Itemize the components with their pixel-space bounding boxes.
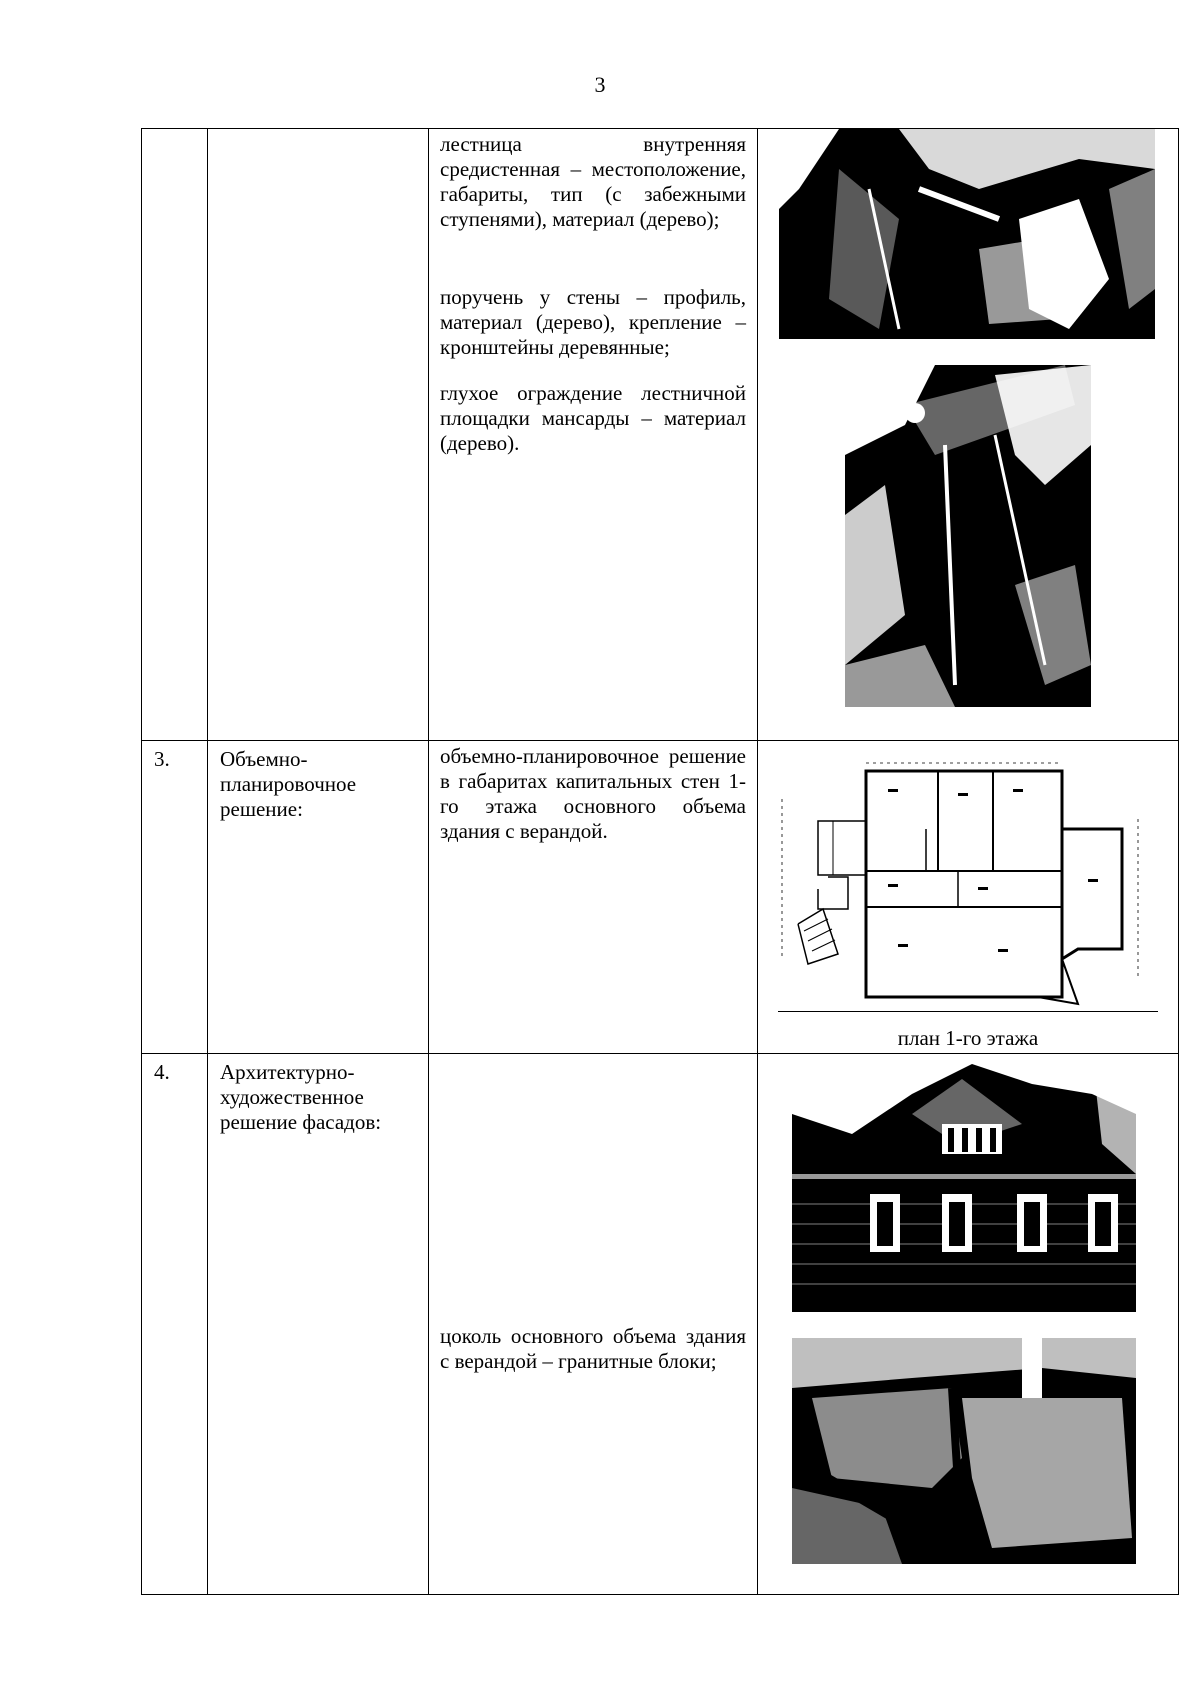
paragraph-stair: лестница внутренняя средистенная – местоположение, габариты, тип (с забежными ступенями), материал (дерево); xyxy=(440,132,746,231)
stair-photo-1 xyxy=(779,129,1155,339)
photo-cell xyxy=(758,129,1179,741)
table-row xyxy=(142,741,1179,1054)
row-description xyxy=(429,1054,758,1595)
facade-photo xyxy=(792,1054,1136,1312)
table-row xyxy=(142,1054,1179,1595)
plan-cell xyxy=(758,741,1179,1054)
row-title: Архитектурно-художественное решение фасадов: xyxy=(208,1054,429,1595)
paragraph-plinth: цоколь основного объема здания с верандой – гранитные блоки; xyxy=(440,1324,746,1373)
paragraph-handrail: поручень у стены – профиль, материал (дерево), крепление – кронштейны деревянные; xyxy=(440,285,746,359)
row-description xyxy=(429,741,758,1054)
row-number: 4. xyxy=(142,1054,208,1595)
plan-divider xyxy=(778,1011,1158,1012)
row-description xyxy=(429,129,758,741)
table-row xyxy=(142,129,1179,741)
floor-plan-drawing xyxy=(778,759,1154,1009)
plan-caption: план 1-го этажа xyxy=(897,1026,1039,1050)
page-number: 3 xyxy=(594,72,606,97)
plinth-photo xyxy=(792,1338,1136,1564)
row-number xyxy=(142,129,208,741)
row-number: 3. xyxy=(142,741,208,1054)
document-table xyxy=(141,128,1179,1595)
paragraph-railing: глухое ограждение лестничной площадки мансарды – материал (дерево). xyxy=(440,381,746,455)
photo-cell xyxy=(758,1054,1179,1595)
row-title: Объемно-планировочное решение: xyxy=(208,741,429,1054)
paragraph-plan: объемно-планировочное решение в габаритах капитальных стен 1-го этажа основного объема здания с верандой. xyxy=(440,744,746,843)
row-title xyxy=(208,129,429,741)
stair-photo-2 xyxy=(845,365,1091,707)
